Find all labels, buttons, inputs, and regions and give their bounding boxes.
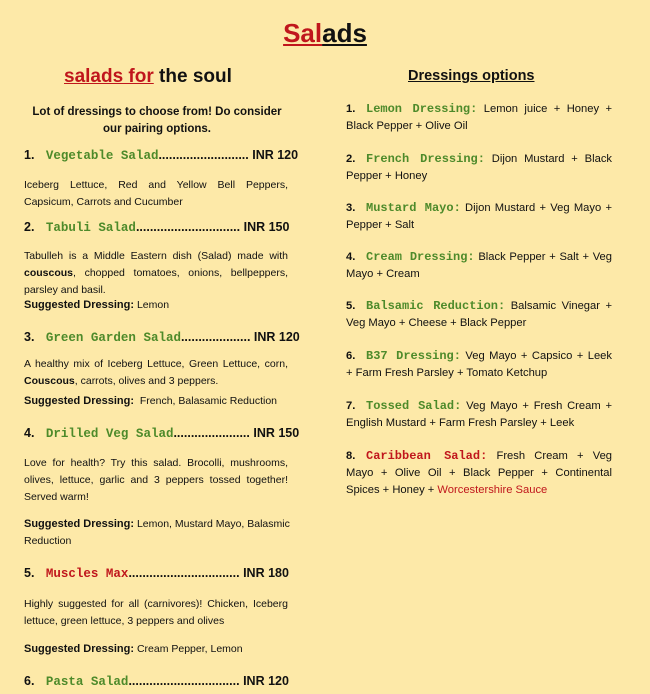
item-number: 2.	[24, 220, 35, 234]
sugg-value: Lemon, Mustard Mayo, Balasmic Reduction	[24, 518, 290, 547]
dressing-ingredients: Dijon Mustard + Black Pepper + Honey	[346, 153, 613, 182]
dressing-item	[346, 298, 612, 332]
salad-item-title	[24, 330, 300, 345]
desc-text: , carrots, olives and 3 peppers.	[74, 375, 219, 387]
dressing-number: 3.	[346, 202, 356, 214]
item-price: INR 150	[243, 220, 290, 234]
item-name: Green Garden Salad	[45, 331, 181, 345]
dressing-number: 7.	[346, 400, 356, 412]
dressing-name: Mustard Mayo:	[366, 201, 461, 215]
dressing-name: Lemon Dressing:	[366, 102, 478, 116]
dressing-number: 1.	[346, 103, 356, 115]
item-name: Drilled Veg Salad	[45, 427, 174, 441]
item-dots: ..............................	[135, 220, 241, 234]
dressing-ingredients: Veg Mayo + Fresh Cream + English Mustard + Farm Fresh Parsley + Leek	[346, 400, 613, 429]
sugg-label: Suggested Dressing:	[24, 395, 135, 407]
title-part-red: Sal	[283, 18, 323, 48]
dressing-number: 4.	[346, 251, 356, 263]
sugg-value: Lemon	[136, 299, 170, 311]
dressing-number: 5.	[346, 300, 356, 312]
sugg-label: Suggested Dressing:	[24, 518, 135, 530]
item-number: 1.	[24, 148, 35, 162]
suggested-dressing	[24, 297, 290, 314]
suggested-dressing	[24, 641, 290, 658]
dressing-ingredients: Fresh Cream + Veg Mayo + Olive Oil + Black Pepper + Continental Spices + Honey +	[346, 450, 613, 496]
page-title	[0, 18, 650, 49]
dressing-item	[346, 249, 612, 283]
dressing-name: Balsamic Reduction:	[366, 299, 506, 313]
salad-item-title	[24, 148, 298, 163]
dressing-ingredient-highlight: Worcestershire Sauce	[437, 484, 548, 496]
suggested-dressing	[24, 393, 290, 410]
suggested-dressing	[24, 516, 290, 550]
dressing-name: Tossed Salad:	[366, 399, 462, 413]
title-part-black: ads	[322, 18, 367, 48]
item-name: Muscles Max	[45, 567, 129, 581]
item-name: Tabuli Salad	[45, 221, 136, 235]
item-dots: ................................	[128, 674, 240, 688]
desc-text: A healthy mix of Iceberg Lettuce, Green Lettuce, corn,	[24, 358, 288, 370]
item-name: Pasta Salad	[45, 675, 129, 689]
left-subtitle	[64, 66, 232, 88]
dressing-item	[346, 398, 612, 432]
dressing-name: B37 Dressing:	[366, 349, 461, 363]
dressing-item	[346, 101, 612, 135]
item-price: INR 120	[252, 148, 299, 162]
item-description	[24, 248, 288, 299]
item-description: Love for health? Try this salad. Brocolli, mushrooms, olives, lettuce, garlic and 3 peppers tossed together! Served warm!	[24, 457, 288, 503]
dressing-number: 8.	[346, 450, 356, 462]
dressing-item	[346, 348, 612, 382]
item-dots: ....................	[180, 330, 251, 344]
item-price: INR 180	[243, 566, 289, 580]
salad-item-title	[24, 674, 289, 689]
dressing-name: Cream Dressing:	[366, 250, 475, 264]
item-number: 3.	[24, 330, 35, 344]
item-price: INR 120	[253, 330, 300, 344]
dressings-heading: Dressings options	[408, 68, 535, 84]
sugg-value: Cream Pepper, Lemon	[136, 643, 243, 655]
item-dots: ..........................	[158, 148, 249, 162]
salad-item-title	[24, 426, 299, 441]
desc-text: , chopped tomatoes, onions, bellpeppers, parsley and basil.	[24, 267, 288, 296]
dressing-number: 2.	[346, 153, 356, 165]
item-number: 6.	[24, 674, 35, 688]
sugg-label: Suggested Dressing:	[24, 643, 135, 655]
desc-bold: Couscous	[24, 375, 75, 387]
item-dots: ......................	[173, 426, 250, 440]
item-price: INR 120	[243, 674, 289, 688]
dressing-item	[346, 448, 612, 499]
item-description: Iceberg Lettuce, Red and Yellow Bell Peppers, Capsicum, Carrots and Cucumber	[24, 179, 288, 208]
dressing-ingredients: Veg Mayo + Capsico + Leek + Farm Fresh Parsley + Tomato Ketchup	[346, 350, 612, 379]
item-number: 4.	[24, 426, 35, 440]
subtitle-red: salads for	[64, 66, 154, 87]
desc-bold: couscous	[24, 267, 74, 279]
sugg-value: French, Balasamic Reduction	[139, 395, 278, 407]
item-number: 5.	[24, 566, 35, 580]
intro-text: Lot of dressings to choose from! Do consider our pairing options.	[32, 106, 282, 135]
item-description	[24, 356, 288, 390]
item-name: Vegetable Salad	[45, 149, 159, 163]
dressing-number: 6.	[346, 350, 356, 362]
dressing-ingredients: Dijon Mustard + Veg Mayo + Pepper + Salt	[346, 202, 612, 231]
dressing-ingredients: Black Pepper + Salt + Veg Mayo + Cream	[346, 251, 612, 280]
item-dots: ................................	[128, 566, 240, 580]
sugg-label: Suggested Dressing:	[24, 299, 135, 311]
dressing-name: Caribbean Salad:	[366, 449, 488, 463]
subtitle-black: the soul	[159, 66, 232, 87]
item-price: INR 150	[253, 426, 300, 440]
dressing-ingredients: Balsamic Vinegar + Veg Mayo + Cheese + Black Pepper	[346, 300, 612, 329]
dressing-item	[346, 151, 612, 185]
dressing-ingredients: Lemon juice + Honey + Black Pepper + Olive Oil	[346, 103, 613, 132]
salad-item-title	[24, 566, 289, 581]
dressing-name: French Dressing:	[366, 152, 485, 166]
dressing-item	[346, 200, 612, 234]
desc-text: Tabulleh is a Middle Eastern dish (Salad) made with	[24, 250, 288, 262]
salad-item-title	[24, 220, 289, 235]
item-description: Highly suggested for all (carnivores)! Chicken, Iceberg lettuce, green lettuce, 3 peppers and olives	[24, 598, 288, 627]
